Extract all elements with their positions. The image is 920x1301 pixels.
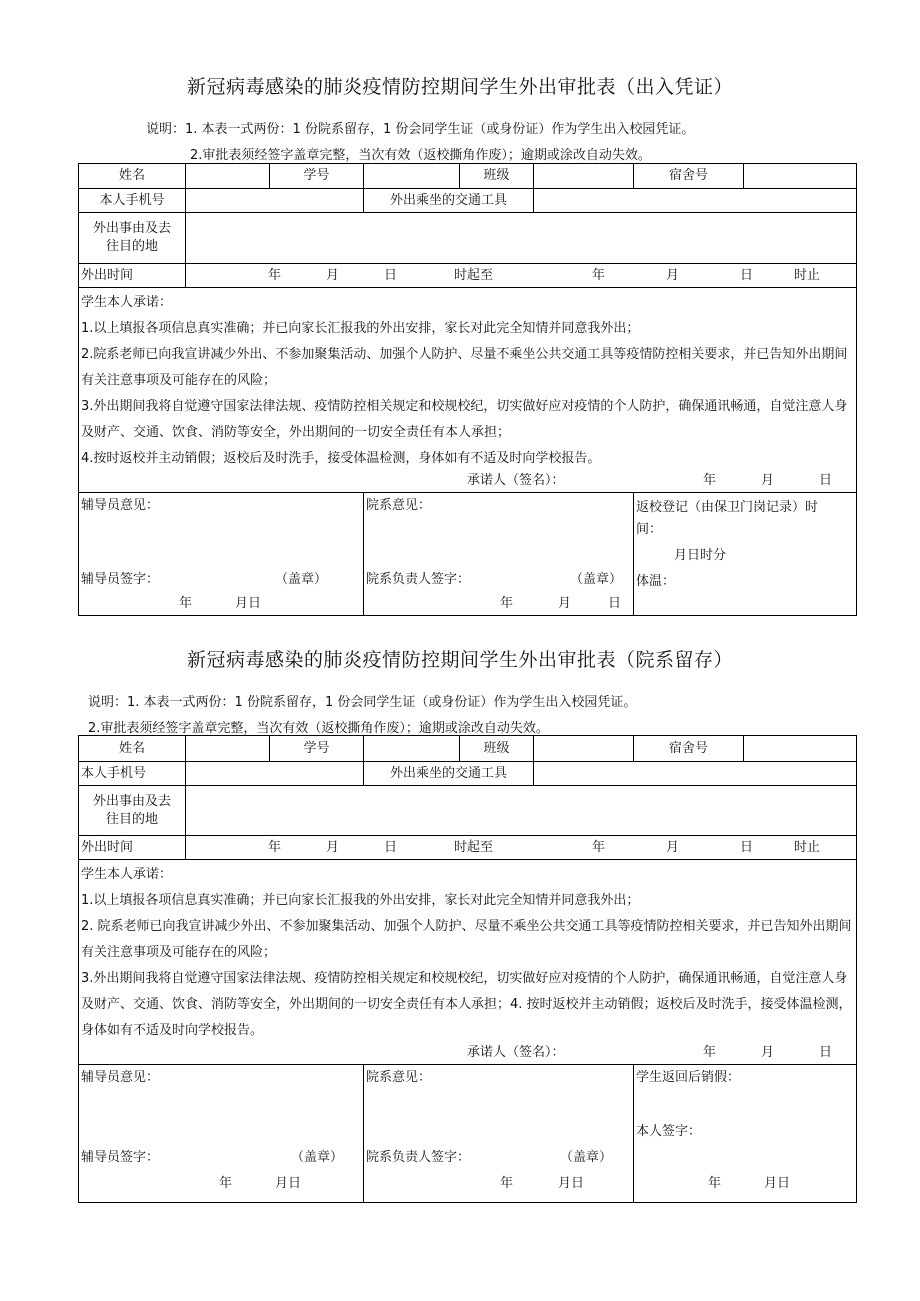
pledge-item-1: 1.以上填报各项信息真实准确；并已向家长汇报我的外出安排，家长对此完全知情并同意我外出；: [81, 893, 640, 908]
pledge-item-2: 2.院系老师已向我宣讲减少外出、不参加聚集活动、加强个人防护、尽量不乘坐公共交通工具等疫情防控相关要求，并已告知外出期间有关注意事项及可能存在的风险；: [81, 347, 848, 388]
pledge-item-1: 1.以上填报各项信息真实准确；并已向家长汇报我的外出安排，家长对此完全知情并同意我外出；: [81, 321, 640, 336]
phone-field[interactable]: [186, 762, 364, 786]
class-label: 班级: [460, 164, 534, 189]
counselor-opinion-label: 辅导员意见：: [81, 498, 160, 513]
pledge-year: 年: [703, 473, 717, 488]
dept-month: 月: [558, 596, 572, 611]
class-field[interactable]: [534, 164, 634, 189]
counselor-seal: （盖章）: [275, 572, 328, 587]
pledge-item-3: 3.外出期间我将自觉遵守国家法律法规、疫情防控相关规定和校规校纪，切实做好应对疫情的个人防护，确保通讯畅通，自觉注意人身及财产、交通、饮食、消防等安全，外出期间的一切安全责任有本人承担；: [81, 399, 848, 440]
student-id-field[interactable]: [364, 164, 460, 189]
name-field[interactable]: [186, 164, 270, 189]
leave-cancellation-label: 学生返回后销假：: [636, 1070, 741, 1085]
counselor-opinion-cell[interactable]: [79, 493, 364, 616]
approval-table: [78, 163, 857, 616]
counselor-opinion-label: 辅导员意见：: [81, 1070, 160, 1085]
student-id-field[interactable]: [364, 736, 460, 762]
dorm-field[interactable]: [744, 736, 857, 762]
dept-monthday: 月日: [558, 1176, 585, 1191]
counselor-opinion-cell[interactable]: [79, 1065, 364, 1203]
reason-label-line2: 往目的地: [105, 811, 158, 827]
leave-year: 年: [708, 1176, 722, 1191]
start-day: 日: [384, 839, 398, 855]
form-title: 新冠病毒感染的肺炎疫情防控期间学生外出审批表（院系留存）: [186, 649, 733, 671]
student-pledge: [79, 288, 857, 493]
reason-label-line2: 往目的地: [105, 239, 158, 254]
dept-opinion-label: 院系意见：: [366, 1070, 432, 1085]
student-id-label: 学号: [270, 164, 364, 189]
pledge-signature-line: [81, 472, 854, 492]
dept-opinion-label: 院系意见：: [366, 498, 432, 513]
pledge-signature-line: [81, 1044, 854, 1064]
pledge-year: 年: [703, 1045, 717, 1060]
leave-cancellation-cell[interactable]: [634, 1065, 857, 1203]
dorm-field[interactable]: [744, 164, 857, 189]
pledge-signer-label[interactable]: 承诺人（签名）：: [467, 473, 565, 488]
counselor-monthday: 月日: [275, 1176, 302, 1191]
end-day: 日: [740, 267, 754, 283]
reason-destination-label: [79, 786, 186, 836]
dept-seal: （盖章）: [560, 1150, 613, 1165]
dorm-label: 宿舍号: [634, 736, 744, 762]
pledge-item-4: 4.按时返校并主动销假；返校后及时洗手，接受体温检测，身体如有不适及时向学校报告。: [81, 451, 601, 466]
dorm-label: 宿舍号: [634, 164, 744, 189]
start-year: 年: [268, 839, 282, 855]
time-range: [186, 265, 856, 287]
start-to: 时起至: [454, 267, 494, 283]
reason-label-line1: 外出事由及去: [92, 793, 171, 809]
departure-time-field[interactable]: [186, 836, 857, 860]
end-hour: 时止: [794, 839, 821, 855]
name-label: 姓名: [79, 164, 186, 189]
dept-opinion-cell[interactable]: [364, 1065, 634, 1203]
end-day: 日: [740, 839, 754, 855]
time-range: [186, 837, 856, 859]
end-month: 月: [666, 839, 680, 855]
dept-year: 年: [500, 1176, 514, 1191]
dept-sign-label: 院系负责人签字：: [366, 572, 471, 587]
reason-destination-field[interactable]: [186, 213, 857, 264]
start-month: 月: [326, 267, 340, 283]
transport-label: 外出乘坐的交通工具: [364, 762, 534, 786]
end-month: 月: [666, 267, 680, 283]
class-field[interactable]: [534, 736, 634, 762]
return-registration-label-2: 间：: [636, 522, 663, 537]
dept-opinion-cell[interactable]: [364, 493, 634, 616]
counselor-sign-label: 辅导员签字：: [81, 572, 160, 587]
phone-label: 本人手机号: [79, 762, 186, 786]
reason-destination-field[interactable]: [186, 786, 857, 836]
leave-sign-label: 本人签字：: [636, 1124, 702, 1139]
return-registration-label: 返校登记（由保卫门岗记录）时: [636, 500, 819, 515]
class-label: 班级: [460, 736, 534, 762]
start-to: 时起至: [454, 839, 494, 855]
dept-seal: （盖章）: [570, 572, 623, 587]
counselor-year: 年: [219, 1176, 233, 1191]
pledge-heading: 学生本人承诺：: [81, 867, 173, 882]
start-month: 月: [326, 839, 340, 855]
phone-field[interactable]: [186, 189, 364, 213]
pledge-item-3: 3.外出期间我将自觉遵守国家法律法规、疫情防控相关规定和校规校纪，切实做好应对疫情的个人防护，确保通讯畅通，自觉注意人身及财产、交通、饮食、消防等安全，外出期间的一切安全责任有本人承担；4. 按时返校并主动销假；返校后及时洗手，接受体温检测，身体如有不适及时向学校报告。: [81, 971, 852, 1038]
dept-day: 日: [608, 596, 622, 611]
reason-destination-label: [79, 213, 186, 264]
instruction-note-1: 说明：1. 本表一式两份：1 份院系留存，1 份会同学生证（或身份证）作为学生出入校园凭证。: [88, 695, 637, 710]
departure-time-label: 外出时间: [79, 836, 186, 860]
pledge-month: 月: [761, 473, 775, 488]
pledge-day: 日: [819, 1045, 833, 1060]
pledge-item-2: 2. 院系老师已向我宣讲减少外出、不参加聚集活动、加强个人防护、尽量不乘坐公共交通工具等疫情防控相关要求，并已告知外出期间有关注意事项及可能存在的风险；: [81, 919, 852, 960]
transport-field[interactable]: [534, 189, 857, 213]
transport-label: 外出乘坐的交通工具: [364, 189, 534, 213]
phone-label: 本人手机号: [79, 189, 186, 213]
pledge-day: 日: [819, 473, 833, 488]
instruction-note-2: 2.审批表须经签字盖章完整，当次有效（返校撕角作废）；逾期或涂改自动失效。: [88, 721, 549, 736]
student-pledge: [79, 860, 857, 1065]
instruction-note-1: 说明：1. 本表一式两份：1 份院系留存，1 份会同学生证（或身份证）作为学生出入校园凭证。: [146, 122, 695, 137]
return-time: 月日时分: [674, 548, 727, 563]
name-label: 姓名: [79, 736, 186, 762]
end-year: 年: [592, 267, 606, 283]
counselor-seal: （盖章）: [291, 1150, 344, 1165]
start-day: 日: [384, 267, 398, 283]
transport-field[interactable]: [534, 762, 857, 786]
counselor-monthday: 月日: [235, 596, 262, 611]
return-temperature-label: 体温：: [636, 574, 676, 589]
reason-label-line1: 外出事由及去: [92, 221, 171, 236]
departure-time-field[interactable]: [186, 264, 857, 288]
student-id-label: 学号: [270, 736, 364, 762]
pledge-month: 月: [761, 1045, 775, 1060]
pledge-signer-label[interactable]: 承诺人（签名）：: [467, 1045, 565, 1060]
departure-time-label: 外出时间: [79, 264, 186, 288]
name-field[interactable]: [186, 736, 270, 762]
counselor-year: 年: [179, 596, 193, 611]
form-title: 新冠病毒感染的肺炎疫情防控期间学生外出审批表（出入凭证）: [186, 76, 733, 98]
end-year: 年: [592, 839, 606, 855]
instruction-note-2: 2.审批表须经签字盖章完整，当次有效（返校撕角作废）；逾期或涂改自动失效。: [190, 148, 651, 163]
leave-monthday: 月日: [764, 1176, 791, 1191]
start-year: 年: [268, 267, 282, 283]
dept-year: 年: [500, 596, 514, 611]
counselor-sign-label: 辅导员签字：: [81, 1150, 160, 1165]
end-hour: 时止: [794, 267, 821, 283]
pledge-heading: 学生本人承诺：: [81, 295, 173, 310]
return-registration-cell[interactable]: [634, 493, 857, 616]
dept-sign-label: 院系负责人签字：: [366, 1150, 471, 1165]
approval-table: [78, 735, 857, 1203]
